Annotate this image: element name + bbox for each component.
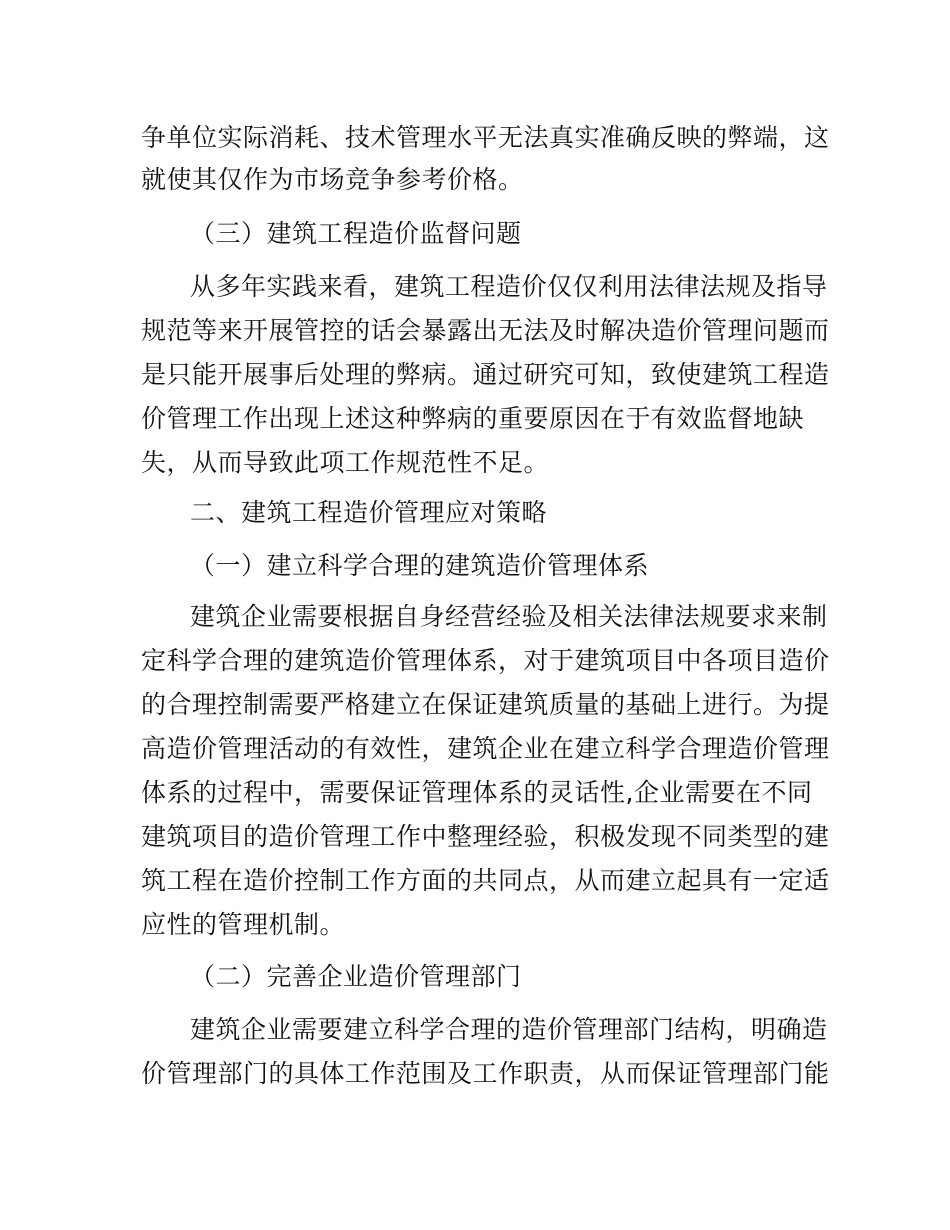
paragraph-line: 价管理工作出现上述这种弊病的重要原因在于有效监督地缺 (141, 404, 805, 433)
paragraph-line: 建筑项目的造价管理工作中整理经验，积极发现不同类型的建 (141, 822, 830, 851)
paragraph-line: 争单位实际消耗、技术管理水平无法真实准确反映的弊端，这 (141, 123, 830, 152)
paragraph-line: 高造价管理活动的有效性，建筑企业在建立科学合理造价管理 (141, 734, 830, 763)
paragraph-line: 体系的过程中，需要保证管理体系的灵话性,企业需要在不同 (141, 778, 813, 807)
section-heading: 二、建筑工程造价管理应对策略 (190, 498, 548, 527)
paragraph-line: 建筑企业需要建立科学合理的造价管理部门结构，明确造 (190, 1015, 828, 1044)
paragraph-line: 失，从而导致此项工作规范性不足。 (141, 448, 550, 477)
paragraph-line: 筑工程在造价控制工作方面的共同点，从而建立起具有一定适 (141, 866, 830, 895)
paragraph-line: 是只能开展事后处理的弊病。通过研究可知，致使建筑工程造 (141, 360, 830, 389)
paragraph-line: 定科学合理的建筑造价管理体系，对于建筑项目中各项目造价 (141, 646, 830, 675)
paragraph-line: 建筑企业需要根据自身经营经验及相关法律法规要求来制 (190, 602, 828, 631)
paragraph-line: 价管理部门的具体工作范围及工作职责，从而保证管理部门能 (141, 1059, 830, 1088)
paragraph-line: 的合理控制需要严格建立在保证建筑质量的基础上进行。为提 (141, 690, 830, 719)
paragraph-line: 规范等来开展管控的话会暴露出无法及时解决造价管理问题而 (141, 316, 830, 345)
section-heading: （三）建筑工程造价监督问题 (190, 219, 522, 248)
section-heading: （一）建立科学合理的建筑造价管理体系 (190, 551, 650, 580)
paragraph-line: 就使其仅作为市场竞争参考价格。 (141, 165, 524, 194)
section-heading: （二）完善企业造价管理部门 (190, 962, 522, 991)
paragraph-line: 从多年实践来看，建筑工程造价仅仅利用法律法规及指导 (190, 272, 828, 301)
paragraph-line: 应性的管理机制。 (141, 910, 346, 939)
